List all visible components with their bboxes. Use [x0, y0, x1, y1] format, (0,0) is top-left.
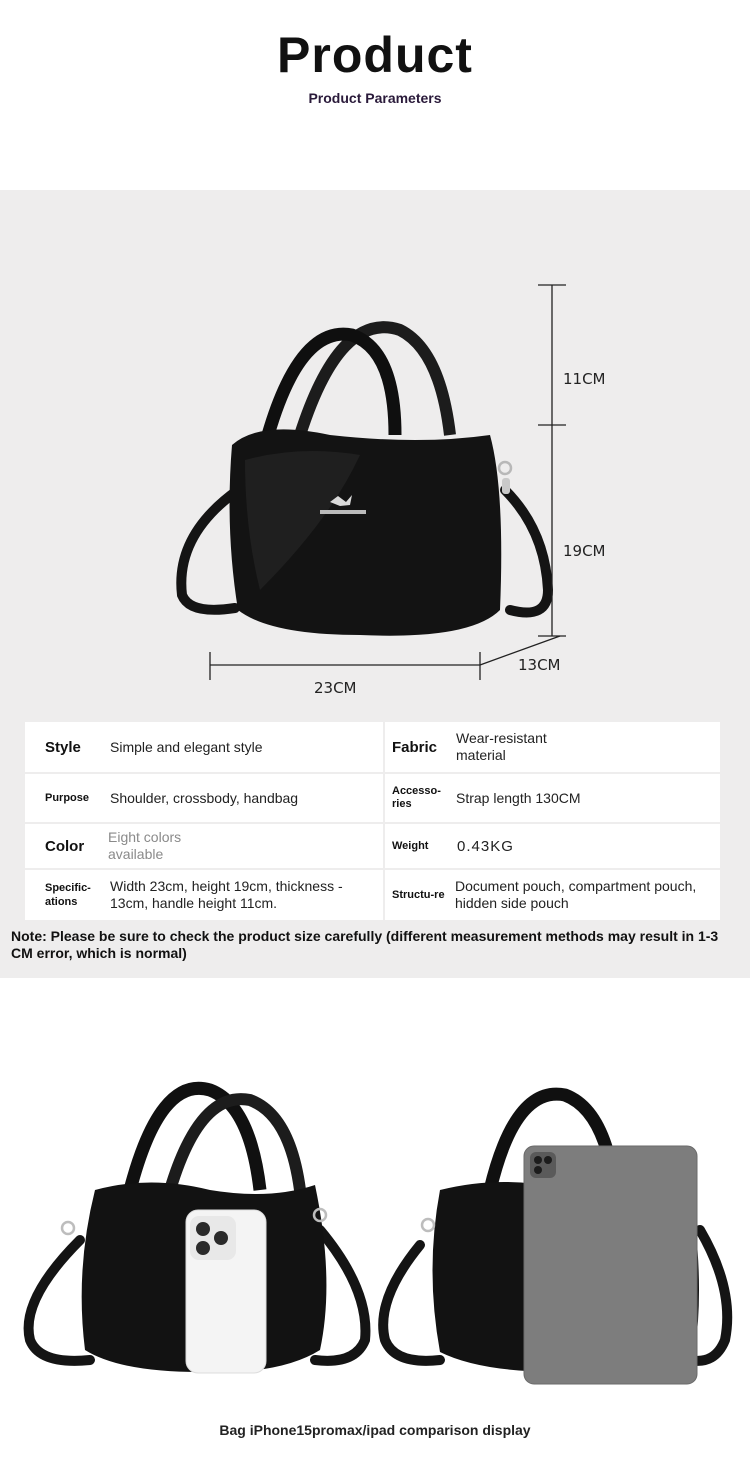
spec-value: Wear-resistant material: [456, 730, 547, 763]
spec-value: Document pouch, compartment pouch, hidden side pouch: [455, 878, 697, 911]
table-divider: [383, 722, 385, 920]
page-title: Product: [277, 27, 473, 83]
spec-label: Fabric: [392, 738, 438, 756]
spec-row: [25, 722, 720, 772]
spec-label: Style: [45, 738, 81, 756]
spec-value: Strap length 130CM: [456, 789, 581, 806]
bag-strap: [181, 490, 238, 610]
dim-width: 23CM: [314, 679, 357, 697]
phone-iphone15promax: [186, 1210, 266, 1373]
dim-body-height: 19CM: [563, 542, 606, 560]
size-note: Note: Please be sure to check the product size carefully (different measurement methods may result in 1-3 CM error, which is normal): [11, 928, 719, 961]
spec-row: [25, 774, 720, 822]
dim-handle-height: 11CM: [563, 370, 606, 388]
spec-table: [25, 722, 720, 920]
spec-row: [25, 824, 720, 868]
spec-label: Structu-re: [392, 889, 445, 901]
comparison-illustration: [0, 1080, 750, 1400]
page-subtitle: Product Parameters: [308, 90, 442, 106]
spec-label: Purpose: [45, 792, 90, 804]
spec-label: Color: [45, 837, 85, 855]
bag-dimension-illustration: [0, 190, 750, 720]
spec-value: Simple and elegant style: [110, 738, 263, 755]
header: [0, 0, 750, 190]
spec-value: 0.43KG: [457, 837, 514, 855]
tablet-ipad: [524, 1146, 697, 1384]
spec-value: Shoulder, crossbody, handbag: [110, 789, 299, 806]
spec-label: Accesso-ries: [392, 785, 441, 810]
spec-value: Eight colors available: [108, 829, 182, 862]
spec-label: Weight: [392, 840, 429, 852]
spec-row: [25, 870, 720, 920]
bag-handle-front: [268, 334, 395, 435]
spec-label: Specific-ations: [45, 882, 91, 908]
dim-depth: 13CM: [518, 656, 561, 674]
bag-strap-right: [505, 490, 548, 613]
spec-value: Width 23cm, height 19cm, thickness - 13cm, handle height 11cm.: [110, 878, 343, 911]
comparison-caption: Bag iPhone15promax/ipad comparison display: [219, 1422, 531, 1438]
